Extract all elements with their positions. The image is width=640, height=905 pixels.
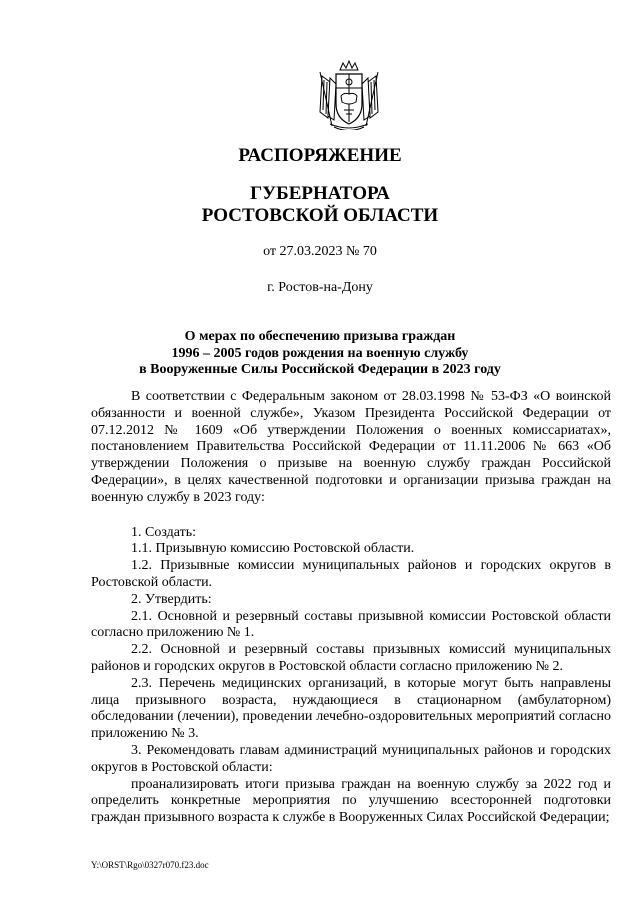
body-paragraph: 2. Утвердить:: [131, 591, 212, 607]
body-paragraph: 2.1. Основной и резервный составы призывной комиссии Ростовской области согласно приложению № 1.: [91, 608, 611, 641]
authority-line-2: РОСТОВСКОЙ ОБЛАСТИ: [201, 205, 439, 226]
coat-of-arms-icon: [316, 58, 382, 130]
body-paragraph: 1.2. Призывные комиссии муниципальных районов и городских округов в Ростовской области.: [91, 558, 611, 590]
preamble-paragraph: В соответствии с Федеральным законом от 28.03.1998 № 53-ФЗ «О воинской обязанности и военной службе», Указом Президента Российской Федерации от 07.12.2012 № 1609 «Об утверждении Положения о военных комиссариатах», постановлением Правительства Российской Федерации от 11.11.2006 № 663 «Об утверждении Положения о призыве на военную службу граждан Российской Федерации», в целях качественной подготовки и организации призыва граждан на военную службу в 2023 году:: [91, 389, 611, 505]
body-paragraph: 1.1. Призывную комиссию Ростовской области.: [131, 541, 415, 557]
title-line: 1996 – 2005 годов рождения на военную службу: [171, 345, 469, 361]
authority-line-1: ГУБЕРНАТОРА: [250, 183, 390, 204]
file-path-footer: Y:\ORST\Rgo\0327r070.f23.doc: [91, 860, 209, 870]
body-paragraph: 2.2. Основной и резервный составы призывных комиссий муниципальных районов и городских округов в Ростовской области согласно приложению № 2.: [91, 642, 611, 674]
body-paragraph: 3. Рекомендовать главам администраций муниципальных районов и городских округов в Ростовской области:: [91, 742, 611, 775]
document-body: [91, 389, 611, 827]
document-type: РАСПОРЯЖЕНИЕ: [238, 145, 402, 166]
body-paragraph: 1. Создать:: [131, 524, 196, 540]
body-paragraph: проанализировать итоги призыва граждан на военную службу за 2022 год и определить конкретные мероприятия по улучшению всесторонней подготовки граждан призывного возраста к службе в Вооруженных Силах Российской Федерации;: [91, 776, 611, 826]
document-city: г. Ростов-на-Дону: [267, 280, 373, 295]
title-line: в Вооруженные Силы Российской Федерации в 2023 году: [139, 362, 501, 378]
document-date-number: от 27.03.2023 № 70: [263, 244, 377, 259]
title-line: О мерах по обеспечению призыва граждан: [184, 329, 456, 344]
document-title: [0, 329, 640, 379]
body-paragraph: 2.3. Перечень медицинских организаций, в которые могут быть направлены лица призывного возраста, нуждающиеся в стационарном (амбулаторном) обследовании (лечении), проведении лечебно-оздоровительных мероприятий согласно приложению № 3.: [91, 675, 611, 742]
